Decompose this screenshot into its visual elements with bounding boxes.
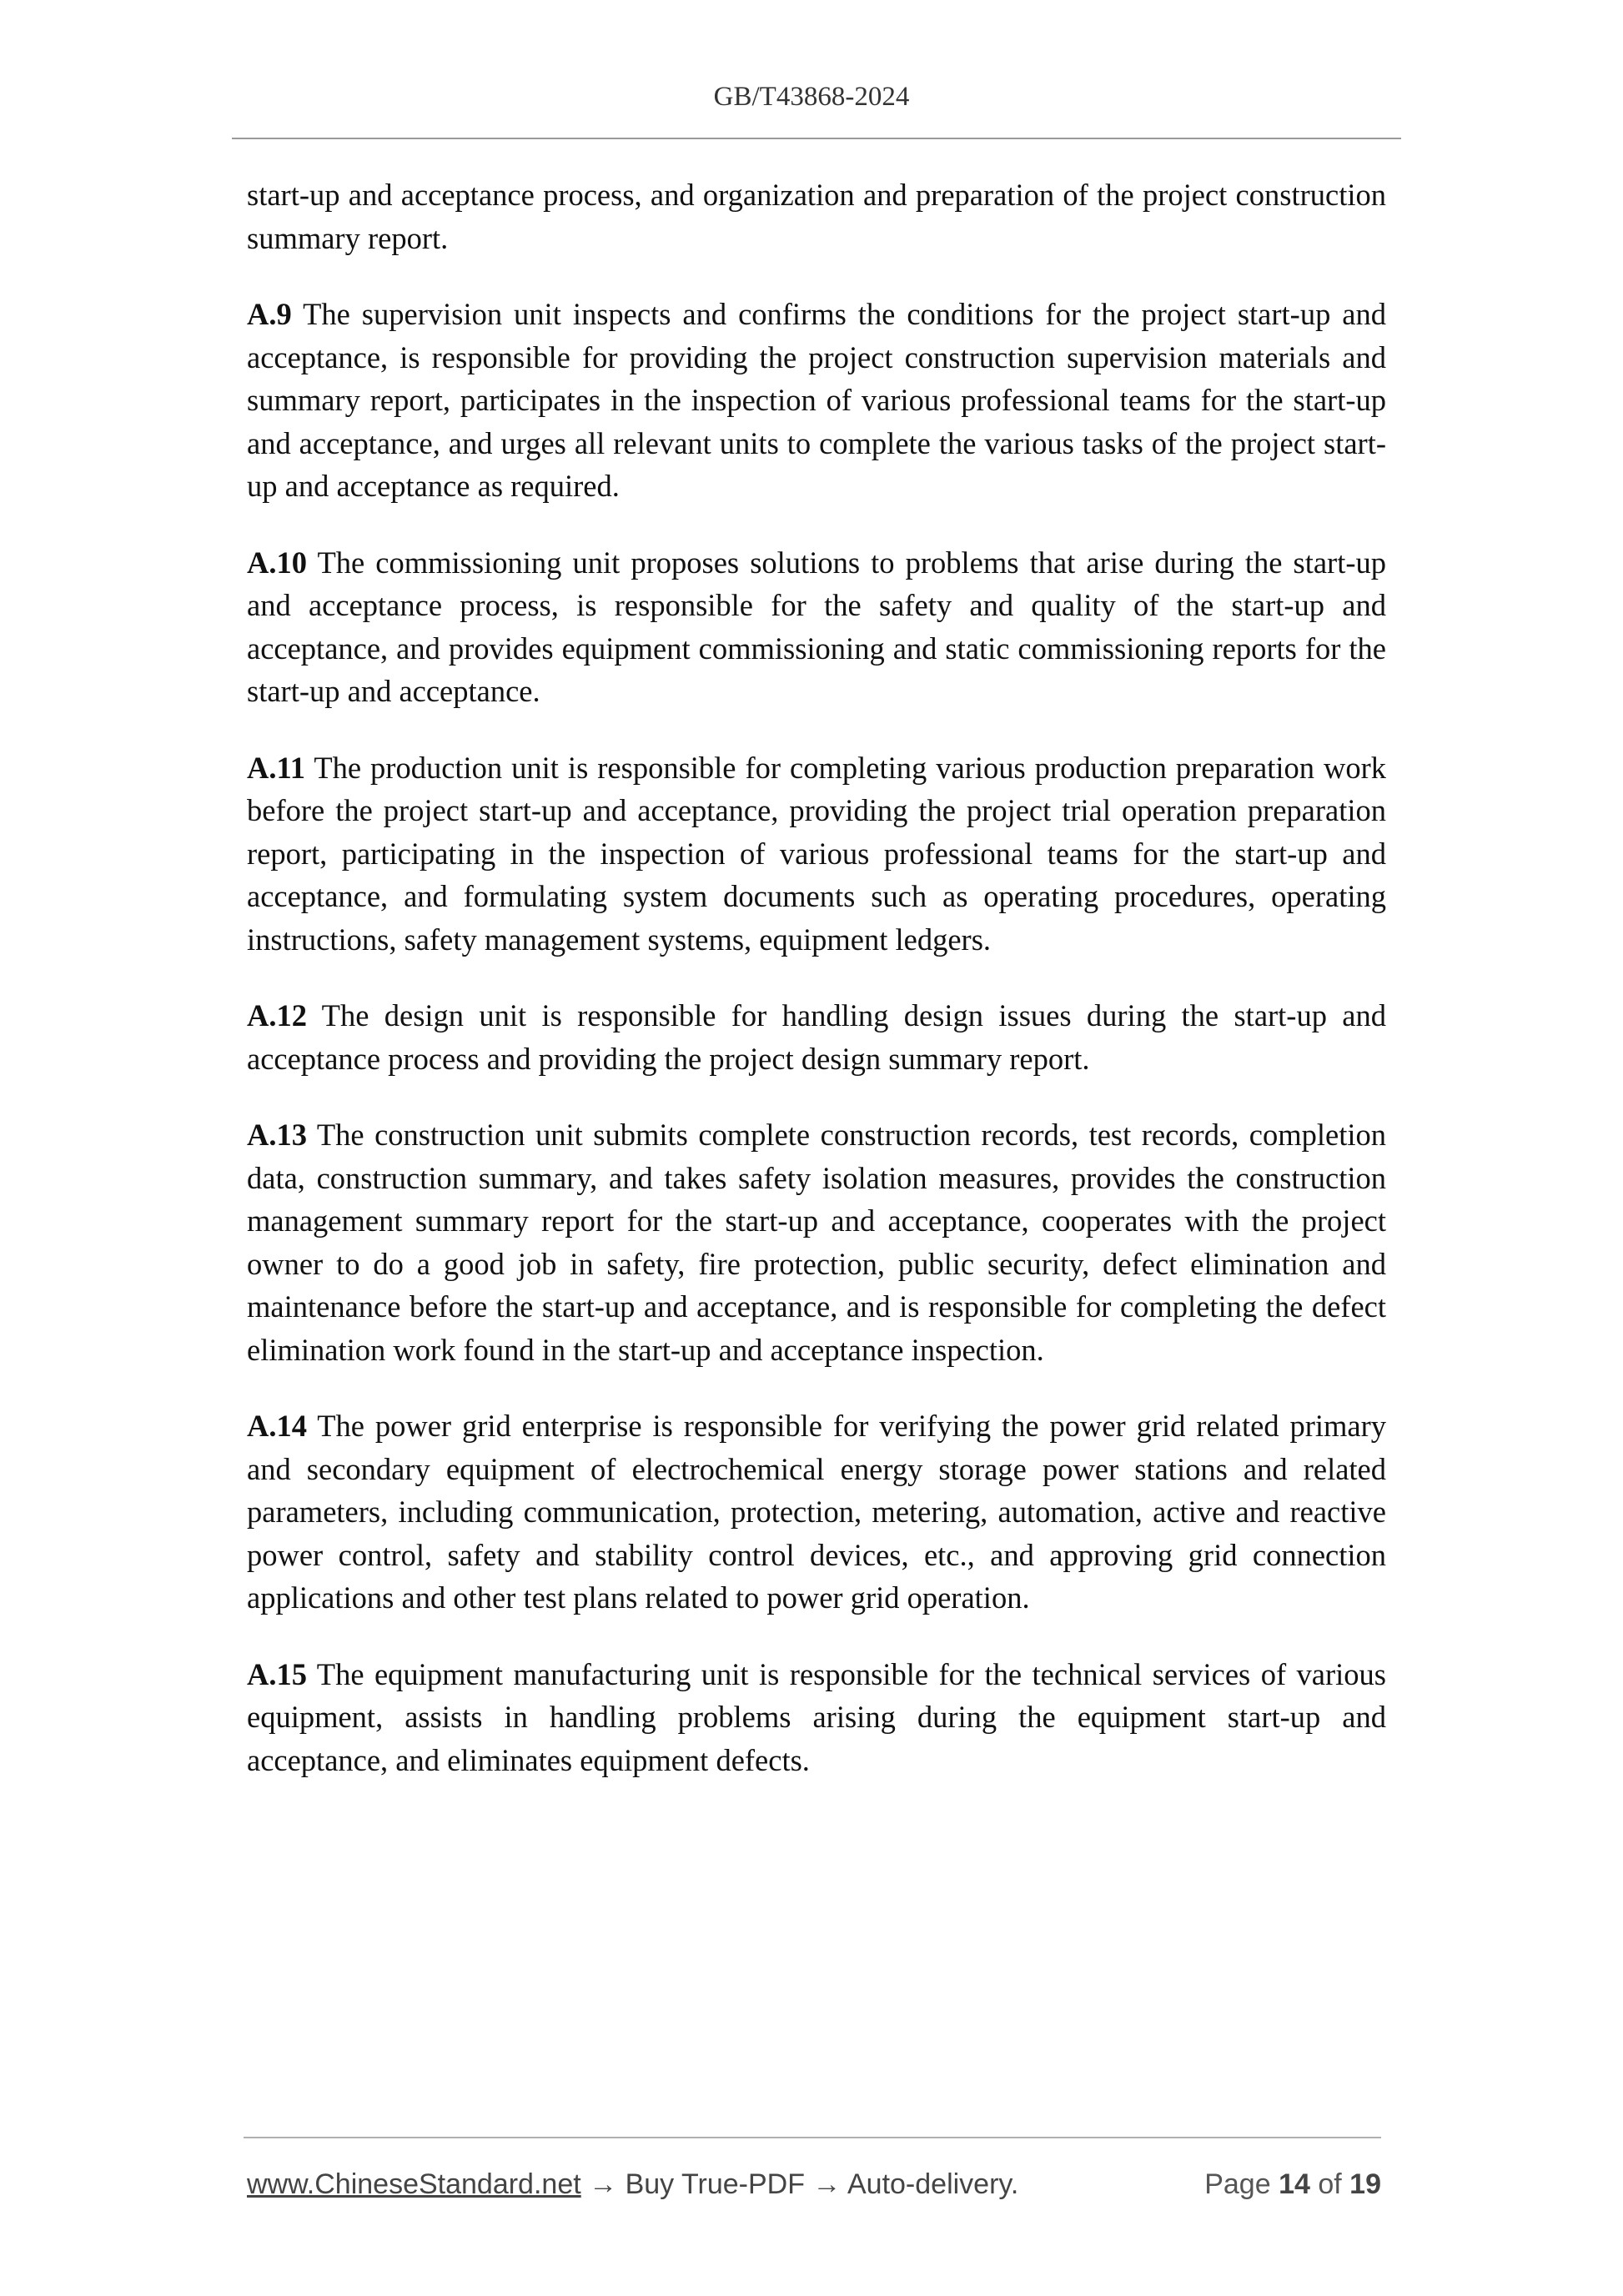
- clause-text: The construction unit submits complete construction records, test records, completion data, construction summary, and takes safety isolation measures, provides the construction management summary report for the start-up and acceptance, cooperates with the project owner to do a good job in safety, fire protection, public security, defect elimination and maintenance before the start-up and acceptance, and is responsible for completing the defect elimination work found in the start-up and acceptance inspection.: [247, 1118, 1387, 1367]
- clause-text: The production unit is responsible for completing various production preparation work before the project start-up and acceptance, providing the project trial operation preparation report, participating in the inspection of various professional teams for the start-up and acceptance, and formulating system documents such as operating procedures, operating instructions, safety management systems, equipment ledgers.: [247, 750, 1386, 957]
- clause-number: A.13: [247, 1118, 307, 1152]
- clause-text: The power grid enterprise is responsible for verifying the power grid related primary and secondary equipment of electrochemical energy storage power stations and related parameters, including communication, protection, metering, automation, active and reactive power control, safety and stability control devices, etc., and approving grid connection applications and other test plans related to power grid operation.: [247, 1409, 1387, 1615]
- footer-promo: [247, 2166, 1018, 2203]
- footer-divider: [244, 2137, 1381, 2138]
- clause-text: The supervision unit inspects and confirms the conditions for the project start-up and acceptance, is responsible for providing the project construction supervision materials and summary report, participates in the inspection of various professional teams for the start-up and acceptance, and urges all relevant units to complete the various tasks of the project start-up and acceptance as required.: [247, 297, 1387, 503]
- page-footer: [0, 2118, 1623, 2218]
- clause-number: A.10: [247, 545, 307, 580]
- clause-a15: [247, 1653, 1386, 1782]
- page-indicator: [1164, 2166, 1381, 2203]
- site-link[interactable]: www.ChineseStandard.net: [247, 2168, 581, 2200]
- clause-number: A.11: [247, 750, 305, 785]
- clause-number: A.14: [247, 1409, 307, 1443]
- footer-tagline: → Buy True-PDF → Auto-delivery.: [580, 2168, 1019, 2200]
- clause-number: A.9: [247, 297, 292, 331]
- clause-text: The equipment manufacturing unit is responsible for the technical services of various equipment, assists in handling problems arising during the equipment start-up and acceptance, and eliminates equipment defects.: [247, 1656, 1387, 1777]
- clause-number: A.12: [247, 998, 307, 1032]
- clause-a12: [247, 994, 1386, 1080]
- clause-text: The design unit is responsible for handling design issues during the start-up and acceptance process and providing the project design summary report.: [247, 998, 1387, 1076]
- header-divider: [232, 138, 1401, 139]
- clause-number: A.15: [247, 1656, 307, 1691]
- page-of-label: of: [1318, 2168, 1342, 2200]
- page-current: 14: [1279, 2168, 1310, 2200]
- clause-a9: [247, 293, 1386, 508]
- clause-a13: [247, 1113, 1386, 1371]
- standard-code: GB/T43868-2024: [713, 82, 910, 112]
- clause-a14: [247, 1404, 1386, 1620]
- page-header: [0, 0, 1623, 140]
- clause-a11: [247, 746, 1386, 962]
- continuation-paragraph: start-up and acceptance process, and organization and preparation of the project construction summary report.: [247, 178, 1386, 255]
- document-body: [247, 173, 1386, 1815]
- page-total: 19: [1349, 2168, 1381, 2200]
- page-label: Page: [1204, 2168, 1271, 2200]
- clause-a10: [247, 541, 1386, 713]
- clause-text: The commissioning unit proposes solutions to problems that arise during the start-up and acceptance process, is responsible for the safety and quality of the start-up and acceptance, and provides equipment commissioning and static commissioning reports for the start-up and acceptance.: [247, 545, 1387, 708]
